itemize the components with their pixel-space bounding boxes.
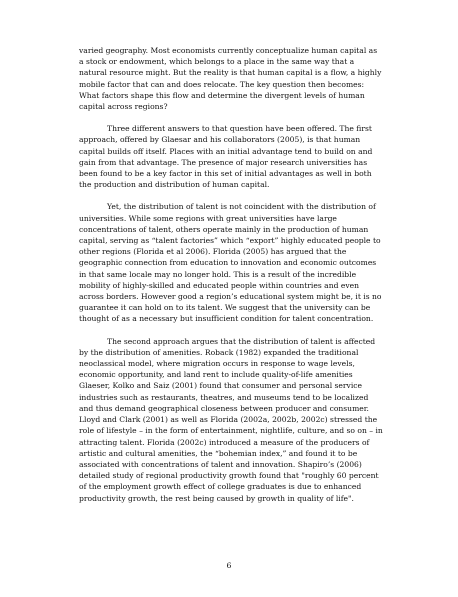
text-line: gain from that advantage. The presence of major research universities has [79, 157, 368, 167]
paragraph-gap [79, 190, 379, 201]
text-line: geographic connection from education to innovation and economic outcomes [79, 258, 377, 268]
text-line: in that same locale may no longer hold. This is a result of the incredible [79, 269, 357, 279]
text-line: a stock or endowment, which belongs to a place in the same way that a [79, 57, 355, 67]
text-line: mobile factor that can and does relocate. The key question then becomes: [79, 79, 365, 89]
text-line: productivity growth, the rest being caused by growth in quality of life". [79, 493, 354, 503]
text-line: other regions (Florida et al 2006). Florida (2005) has argued that the [79, 247, 347, 257]
text-line: the production and distribution of human capital. [79, 180, 270, 190]
text-line: Yet, the distribution of talent is not coincident with the distribution of [107, 202, 376, 212]
text-line: economic opportunity, and land rent to include quality-of-life amenities [79, 370, 353, 380]
text-line: thought of as a necessary but insufficient condition for talent concentration. [79, 314, 374, 324]
page-number: 6 [226, 561, 232, 570]
text-line: concentrations of talent, others operate mainly in the production of human [79, 224, 369, 234]
text-line: capital across regions? [79, 102, 168, 112]
paragraph [79, 201, 382, 324]
text-line: industries such as restaurants, theatres, and museums tend to be localized [79, 392, 369, 402]
text-line: universities. While some regions with great universities have large [79, 213, 337, 223]
text-line: across borders. However good a region’s educational system might be, it is no [79, 292, 382, 302]
text-line: artistic and cultural amenities, the “bohemian index,” and found it to be [79, 448, 358, 458]
text-line: associated with concentrations of talent and innovation. Shapiro’s (2006) [79, 459, 362, 469]
text-line: What factors shape this flow and determine the divergent levels of human [79, 90, 365, 100]
text-line: of the employment growth effect of college graduates is due to enhanced [79, 482, 362, 492]
text-line: natural resource might. But the reality is that human capital is a flow, a highly [79, 68, 382, 78]
text-line: by the distribution of amenities. Roback (1982) expanded the traditional [79, 347, 359, 357]
paragraph [79, 336, 383, 504]
paragraph-gap [79, 325, 379, 336]
text-line: Three different answers to that question have been offered. The first [107, 124, 372, 134]
text-line: guarantee it can hold on to its talent. We suggest that the university can be [79, 303, 371, 313]
text-line: mobility of highly-skilled and educated people within countries and even [79, 280, 360, 290]
text-line: varied geography. Most economists currently conceptualize human capital as [79, 46, 378, 55]
body-text [79, 45, 383, 504]
text-line: role of lifestyle – in the form of entertainment, nightlife, culture, and so on – in [79, 426, 383, 436]
text-line: neoclassical model, where migration occurs in response to wage levels, [79, 359, 355, 369]
text-line: attracting talent. Florida (2002c) introduced a measure of the producers of [79, 437, 370, 447]
paragraph [79, 45, 382, 112]
text-line: The second approach argues that the distribution of talent is affected [107, 336, 376, 346]
paragraph-gap [79, 112, 379, 123]
text-line: capital builds off itself. Places with an initial advantage tend to build on and [79, 146, 373, 156]
text-line: and thus demand geographical closeness between producer and consumer. [79, 403, 369, 413]
text-line: Lloyd and Clark (2001) as well as Florida (2002a, 2002b, 2002c) stressed the [79, 415, 378, 425]
text-line: capital, serving as “talent factories” which “export” highly educated people to [79, 236, 381, 246]
text-line: approach, offered by Glaesar and his collaborators (2005), is that human [79, 135, 361, 145]
text-line: Glaeser, Kolko and Saiz (2001) found that consumer and personal service [79, 381, 363, 391]
text-line: detailed study of regional productivity growth found that "roughly 60 percent [79, 471, 379, 481]
paragraph [79, 123, 379, 190]
text-line: been found to be a key factor in this set of initial advantages as well in both [79, 169, 372, 179]
